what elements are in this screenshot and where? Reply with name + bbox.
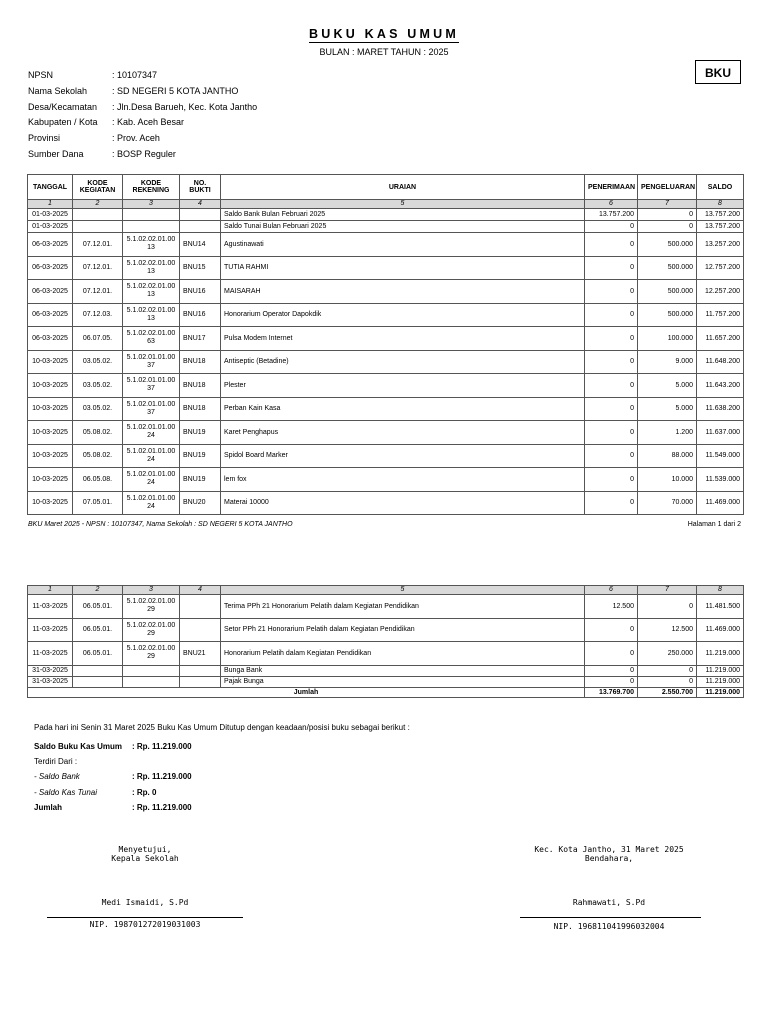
cell-tanggal: 11-03-2025 bbox=[28, 642, 73, 666]
cell-kode-rekening: 5.1.02.02.01.00 29 bbox=[123, 618, 180, 642]
signature-left-name: Medi Ismaidi, S.Pd bbox=[101, 898, 189, 907]
cell-kode-kegiatan: 06.05.01. bbox=[73, 642, 123, 666]
cell-kode-kegiatan bbox=[73, 221, 123, 233]
cell-penerimaan: 0 bbox=[585, 303, 638, 327]
saldo-value: : Rp. 11.219.000 bbox=[132, 742, 192, 751]
col-number: 2 bbox=[73, 586, 123, 595]
cell-kode-kegiatan bbox=[73, 665, 123, 676]
cell-uraian: Spidol Board Marker bbox=[221, 444, 585, 468]
info-value: : Kab. Aceh Besar bbox=[112, 117, 185, 128]
col-number: 3 bbox=[123, 200, 180, 209]
cell-penerimaan: 0 bbox=[585, 421, 638, 445]
col-number: 6 bbox=[585, 200, 638, 209]
table-row bbox=[28, 233, 744, 257]
cell-penerimaan: 0 bbox=[585, 491, 638, 515]
saldo-label: Saldo Buku Kas Umum bbox=[34, 742, 123, 751]
cell-saldo: 12.257.200 bbox=[697, 280, 744, 304]
cell-penerimaan: 0 bbox=[585, 618, 638, 642]
col-number: 4 bbox=[180, 200, 221, 209]
info-value: : 10107347 bbox=[112, 70, 158, 80]
cell-saldo: 11.657.200 bbox=[697, 327, 744, 351]
table-row bbox=[28, 209, 744, 221]
cell-uraian: Perban Kain Kasa bbox=[221, 397, 585, 421]
table-row bbox=[28, 421, 744, 445]
cell-kode-rekening bbox=[123, 209, 180, 221]
total-label: Jumlah bbox=[28, 687, 585, 697]
cell-uraian: lem fox bbox=[221, 468, 585, 492]
cell-tanggal: 10-03-2025 bbox=[28, 468, 73, 492]
cell-penerimaan: 0 bbox=[585, 233, 638, 257]
cell-uraian: Bunga Bank bbox=[221, 665, 585, 676]
cell-pengeluaran: 88.000 bbox=[638, 444, 697, 468]
cell-saldo: 11.469.000 bbox=[697, 491, 744, 515]
cell-saldo: 11.219.000 bbox=[697, 642, 744, 666]
table-body-page-2 bbox=[28, 595, 744, 688]
info-row bbox=[28, 70, 257, 86]
cell-uraian: Materai 10000 bbox=[221, 491, 585, 515]
col-number: 7 bbox=[638, 200, 697, 209]
cell-uraian: Antiseptic (Betadine) bbox=[221, 350, 585, 374]
info-value: : SD NEGERI 5 KOTA JANTHO bbox=[112, 85, 239, 96]
info-key: Desa/Kecamatan bbox=[28, 101, 98, 112]
cell-pengeluaran: 500.000 bbox=[638, 256, 697, 280]
cell-saldo: 12.757.200 bbox=[697, 256, 744, 280]
cell-no-bukti: BNU14 bbox=[180, 233, 221, 257]
cell-kode-rekening: 5.1.02.02.01.00 13 bbox=[123, 256, 180, 280]
cell-pengeluaran: 0 bbox=[638, 676, 697, 687]
total-penerimaan: 13.769.700 bbox=[585, 687, 638, 697]
cell-no-bukti: BNU21 bbox=[180, 642, 221, 666]
saldo-bank-row bbox=[34, 772, 192, 781]
info-key: Provinsi bbox=[28, 133, 61, 144]
cell-saldo: 11.643.200 bbox=[697, 374, 744, 398]
col-header-kode-rekening: KODE REKENING bbox=[123, 175, 180, 200]
cell-pengeluaran: 1.200 bbox=[638, 421, 697, 445]
cell-pengeluaran: 10.000 bbox=[638, 468, 697, 492]
info-row bbox=[28, 133, 257, 149]
cell-saldo: 13.757.200 bbox=[697, 209, 744, 221]
cell-uraian: Pajak Bunga bbox=[221, 676, 585, 687]
bku-badge: BKU bbox=[695, 60, 741, 84]
cell-pengeluaran: 500.000 bbox=[638, 233, 697, 257]
cell-uraian: Honorarium Operator Dapokdik bbox=[221, 303, 585, 327]
col-number: 6 bbox=[585, 586, 638, 595]
saldo-bank-value: : Rp. 11.219.000 bbox=[132, 772, 192, 781]
signature-left-line2: Kepala Sekolah bbox=[111, 854, 179, 863]
cell-tanggal: 01-03-2025 bbox=[28, 221, 73, 233]
table-row bbox=[28, 327, 744, 351]
signature-left-line bbox=[47, 917, 243, 918]
school-info bbox=[28, 70, 257, 165]
cell-pengeluaran: 0 bbox=[638, 595, 697, 619]
cell-uraian: TUTIA RAHMI bbox=[221, 256, 585, 280]
cell-penerimaan: 0 bbox=[585, 676, 638, 687]
cell-tanggal: 06-03-2025 bbox=[28, 256, 73, 280]
signature-right-name: Rahmawati, S.Pd bbox=[572, 898, 646, 907]
info-row bbox=[28, 86, 257, 102]
total-pengeluaran: 2.550.700 bbox=[638, 687, 697, 697]
cell-uraian: Plester bbox=[221, 374, 585, 398]
saldo-tunai-row bbox=[34, 788, 156, 797]
table-row bbox=[28, 595, 744, 619]
cell-kode-kegiatan: 07.12.01. bbox=[73, 280, 123, 304]
cell-penerimaan: 0 bbox=[585, 280, 638, 304]
cell-kode-rekening bbox=[123, 676, 180, 687]
cell-tanggal: 06-03-2025 bbox=[28, 280, 73, 304]
saldo-bank-label: - Saldo Bank bbox=[34, 772, 80, 781]
col-header-uraian: URAIAN bbox=[221, 175, 585, 200]
table-row bbox=[28, 468, 744, 492]
signature-right-line1: Kec. Kota Jantho, 31 Maret 2025 bbox=[534, 845, 684, 854]
table-row bbox=[28, 256, 744, 280]
cell-kode-kegiatan: 03.05.02. bbox=[73, 374, 123, 398]
info-key: Nama Sekolah bbox=[28, 85, 88, 96]
cell-tanggal: 11-03-2025 bbox=[28, 618, 73, 642]
cell-no-bukti bbox=[180, 676, 221, 687]
cell-kode-kegiatan: 06.05.08. bbox=[73, 468, 123, 492]
cell-no-bukti: BNU18 bbox=[180, 397, 221, 421]
table-row bbox=[28, 618, 744, 642]
cell-kode-kegiatan: 07.12.03. bbox=[73, 303, 123, 327]
cell-pengeluaran: 0 bbox=[638, 221, 697, 233]
table-row bbox=[28, 665, 744, 676]
cell-saldo: 11.638.200 bbox=[697, 397, 744, 421]
cell-no-bukti: BNU20 bbox=[180, 491, 221, 515]
cell-no-bukti bbox=[180, 221, 221, 233]
info-row bbox=[28, 117, 257, 133]
col-number: 3 bbox=[123, 586, 180, 595]
column-number-row bbox=[28, 586, 744, 595]
cell-saldo: 11.539.000 bbox=[697, 468, 744, 492]
total-row bbox=[28, 687, 744, 697]
cell-kode-rekening: 5.1.02.01.01.00 24 bbox=[123, 468, 180, 492]
cell-kode-rekening: 5.1.02.01.01.00 37 bbox=[123, 397, 180, 421]
cell-tanggal: 10-03-2025 bbox=[28, 397, 73, 421]
col-header-kode-kegiatan: KODE KEGIATAN bbox=[73, 175, 123, 200]
cell-tanggal: 01-03-2025 bbox=[28, 209, 73, 221]
cell-no-bukti bbox=[180, 618, 221, 642]
jumlah-row bbox=[34, 803, 192, 812]
signature-right-line2: Bendahara, bbox=[584, 854, 634, 863]
cell-no-bukti: BNU19 bbox=[180, 444, 221, 468]
col-number: 5 bbox=[221, 586, 585, 595]
cell-tanggal: 31-03-2025 bbox=[28, 665, 73, 676]
col-number: 4 bbox=[180, 586, 221, 595]
col-header-penerimaan: PENERIMAAN bbox=[585, 175, 638, 200]
col-header-tanggal: TANGGAL bbox=[28, 175, 73, 200]
cell-pengeluaran: 70.000 bbox=[638, 491, 697, 515]
cell-uraian: Pulsa Modem Internet bbox=[221, 327, 585, 351]
cell-pengeluaran: 0 bbox=[638, 209, 697, 221]
table-body-page-1 bbox=[28, 209, 744, 515]
cell-uraian: Agustinawati bbox=[221, 233, 585, 257]
col-number: 1 bbox=[28, 586, 73, 595]
col-number: 7 bbox=[638, 586, 697, 595]
cell-pengeluaran: 9.000 bbox=[638, 350, 697, 374]
signature-right-line bbox=[520, 917, 701, 918]
cell-kode-rekening: 5.1.02.01.01.00 37 bbox=[123, 374, 180, 398]
col-number: 2 bbox=[73, 200, 123, 209]
cell-kode-kegiatan: 06.05.01. bbox=[73, 595, 123, 619]
col-header-no-bukti: NO. BUKTI bbox=[180, 175, 221, 200]
cell-penerimaan: 0 bbox=[585, 397, 638, 421]
cell-tanggal: 10-03-2025 bbox=[28, 421, 73, 445]
cell-no-bukti: BNU17 bbox=[180, 327, 221, 351]
cell-penerimaan: 0 bbox=[585, 221, 638, 233]
cell-kode-kegiatan: 03.05.02. bbox=[73, 397, 123, 421]
table-row bbox=[28, 280, 744, 304]
cell-kode-kegiatan: 03.05.02. bbox=[73, 350, 123, 374]
col-number: 5 bbox=[221, 200, 585, 209]
cell-saldo: 13.757.200 bbox=[697, 221, 744, 233]
cell-penerimaan: 0 bbox=[585, 327, 638, 351]
cell-penerimaan: 0 bbox=[585, 374, 638, 398]
info-key: Sumber Dana bbox=[28, 148, 84, 159]
total-saldo: 11.219.000 bbox=[697, 687, 744, 697]
saldo-summary bbox=[34, 742, 192, 751]
info-value: : Prov. Aceh bbox=[112, 133, 160, 144]
signature-right-nip: NIP. 196811041996032004 bbox=[553, 922, 665, 931]
cell-saldo: 11.481.500 bbox=[697, 595, 744, 619]
cell-pengeluaran: 0 bbox=[638, 665, 697, 676]
jumlah-value: : Rp. 11.219.000 bbox=[132, 803, 192, 812]
cell-kode-rekening: 5.1.02.02.01.00 29 bbox=[123, 642, 180, 666]
cell-kode-kegiatan bbox=[73, 676, 123, 687]
table-row bbox=[28, 374, 744, 398]
info-row bbox=[28, 149, 257, 165]
cell-penerimaan: 13.757.200 bbox=[585, 209, 638, 221]
cell-uraian: Honorarium Pelatih dalam Kegiatan Pendidikan bbox=[221, 642, 585, 666]
cell-tanggal: 10-03-2025 bbox=[28, 444, 73, 468]
cell-penerimaan: 0 bbox=[585, 444, 638, 468]
cell-penerimaan: 0 bbox=[585, 468, 638, 492]
cell-kode-rekening: 5.1.02.01.01.00 37 bbox=[123, 350, 180, 374]
cell-kode-kegiatan: 07.12.01. bbox=[73, 233, 123, 257]
cell-uraian: Setor PPh 21 Honorarium Pelatih dalam Kegiatan Pendidikan bbox=[221, 618, 585, 642]
saldo-tunai-value: : Rp. 0 bbox=[132, 788, 157, 797]
signature-left-nip: NIP. 198701272019031003 bbox=[89, 920, 201, 929]
cell-no-bukti bbox=[180, 665, 221, 676]
terdiri-text: Terdiri Dari : bbox=[34, 757, 78, 766]
cell-saldo: 11.637.000 bbox=[697, 421, 744, 445]
cell-saldo: 11.469.000 bbox=[697, 618, 744, 642]
cell-kode-rekening bbox=[123, 221, 180, 233]
cell-no-bukti: BNU19 bbox=[180, 468, 221, 492]
cell-penerimaan: 0 bbox=[585, 350, 638, 374]
table-row bbox=[28, 444, 744, 468]
bku-table-page-1 bbox=[27, 174, 744, 515]
info-key: Kabupaten / Kota bbox=[28, 117, 98, 128]
cell-pengeluaran: 5.000 bbox=[638, 374, 697, 398]
cell-penerimaan: 0 bbox=[585, 665, 638, 676]
header-row bbox=[28, 175, 744, 200]
cell-tanggal: 06-03-2025 bbox=[28, 233, 73, 257]
cell-penerimaan: 0 bbox=[585, 642, 638, 666]
bku-table-page-2 bbox=[27, 585, 744, 698]
cell-no-bukti bbox=[180, 209, 221, 221]
cell-kode-kegiatan: 05.08.02. bbox=[73, 421, 123, 445]
cell-kode-rekening: 5.1.02.02.01.00 13 bbox=[123, 303, 180, 327]
info-key: NPSN bbox=[28, 70, 54, 80]
cell-no-bukti: BNU15 bbox=[180, 256, 221, 280]
cell-pengeluaran: 250.000 bbox=[638, 642, 697, 666]
cell-kode-rekening bbox=[123, 665, 180, 676]
table-row bbox=[28, 397, 744, 421]
table-row bbox=[28, 221, 744, 233]
cell-kode-kegiatan: 05.08.02. bbox=[73, 444, 123, 468]
cell-kode-rekening: 5.1.02.01.01.00 24 bbox=[123, 421, 180, 445]
cell-saldo: 11.757.200 bbox=[697, 303, 744, 327]
cell-saldo: 11.648.200 bbox=[697, 350, 744, 374]
cell-no-bukti: BNU18 bbox=[180, 350, 221, 374]
cell-no-bukti: BNU18 bbox=[180, 374, 221, 398]
terdiri-label bbox=[34, 757, 77, 766]
signature-right-title bbox=[509, 845, 709, 863]
document-title: BUKU KAS UMUM bbox=[309, 27, 459, 41]
cell-uraian: Terima PPh 21 Honorarium Pelatih dalam Kegiatan Pendidikan bbox=[221, 595, 585, 619]
table-row bbox=[28, 642, 744, 666]
info-value: : BOSP Reguler bbox=[112, 148, 176, 159]
col-header-saldo: SALDO bbox=[697, 175, 744, 200]
cell-kode-rekening: 5.1.02.02.01.00 63 bbox=[123, 327, 180, 351]
cell-tanggal: 10-03-2025 bbox=[28, 350, 73, 374]
cell-kode-rekening: 5.1.02.02.01.00 13 bbox=[123, 280, 180, 304]
cell-pengeluaran: 100.000 bbox=[638, 327, 697, 351]
cell-saldo: 13.257.200 bbox=[697, 233, 744, 257]
cell-kode-kegiatan: 06.07.05. bbox=[73, 327, 123, 351]
cell-tanggal: 10-03-2025 bbox=[28, 491, 73, 515]
table-row bbox=[28, 491, 744, 515]
cell-kode-rekening: 5.1.02.01.01.00 24 bbox=[123, 491, 180, 515]
info-value: : Jln.Desa Barueh, Kec. Kota Jantho bbox=[112, 101, 258, 112]
info-row bbox=[28, 102, 257, 118]
table-row bbox=[28, 676, 744, 687]
jumlah-label: Jumlah bbox=[34, 803, 63, 812]
cell-uraian: Saldo Bank Bulan Februari 2025 bbox=[221, 209, 585, 221]
cell-pengeluaran: 500.000 bbox=[638, 280, 697, 304]
cell-tanggal: 06-03-2025 bbox=[28, 303, 73, 327]
cell-tanggal: 11-03-2025 bbox=[28, 595, 73, 619]
cell-kode-kegiatan: 07.12.01. bbox=[73, 256, 123, 280]
cell-penerimaan: 12.500 bbox=[585, 595, 638, 619]
page-footer-left: BKU Maret 2025 - NPSN : 10107347, Nama Sekolah : SD NEGERI 5 KOTA JANTHO bbox=[28, 521, 293, 528]
cell-no-bukti: BNU16 bbox=[180, 280, 221, 304]
cell-kode-kegiatan bbox=[73, 209, 123, 221]
cell-pengeluaran: 5.000 bbox=[638, 397, 697, 421]
cell-saldo: 11.219.000 bbox=[697, 665, 744, 676]
column-number-row bbox=[28, 200, 744, 209]
cell-kode-rekening: 5.1.02.02.01.00 29 bbox=[123, 595, 180, 619]
cell-pengeluaran: 12.500 bbox=[638, 618, 697, 642]
col-number: 8 bbox=[697, 586, 744, 595]
cell-no-bukti: BNU16 bbox=[180, 303, 221, 327]
cell-pengeluaran: 500.000 bbox=[638, 303, 697, 327]
closing-statement: Pada hari ini Senin 31 Maret 2025 Buku Kas Umum Ditutup dengan keadaan/posisi buku sebagai berikut : bbox=[34, 723, 410, 732]
cell-tanggal: 10-03-2025 bbox=[28, 374, 73, 398]
cell-tanggal: 31-03-2025 bbox=[28, 676, 73, 687]
page-footer-right: Halaman 1 dari 2 bbox=[687, 521, 741, 528]
cell-uraian: Saldo Tunai Bulan Februari 2025 bbox=[221, 221, 585, 233]
document-subtitle: BULAN : MARET TAHUN : 2025 bbox=[319, 47, 449, 57]
cell-no-bukti bbox=[180, 595, 221, 619]
saldo-tunai-label: - Saldo Kas Tunai bbox=[34, 788, 97, 797]
cell-no-bukti: BNU19 bbox=[180, 421, 221, 445]
cell-uraian: MAISARAH bbox=[221, 280, 585, 304]
cell-kode-rekening: 5.1.02.02.01.00 13 bbox=[123, 233, 180, 257]
cell-kode-rekening: 5.1.02.01.01.00 24 bbox=[123, 444, 180, 468]
table-row bbox=[28, 350, 744, 374]
col-number: 8 bbox=[697, 200, 744, 209]
cell-kode-kegiatan: 07.05.01. bbox=[73, 491, 123, 515]
cell-uraian: Karet Penghapus bbox=[221, 421, 585, 445]
col-header-pengeluaran: PENGELUARAN bbox=[638, 175, 697, 200]
cell-saldo: 11.549.000 bbox=[697, 444, 744, 468]
cell-tanggal: 06-03-2025 bbox=[28, 327, 73, 351]
cell-kode-kegiatan: 06.05.01. bbox=[73, 618, 123, 642]
col-number: 1 bbox=[28, 200, 73, 209]
cell-penerimaan: 0 bbox=[585, 256, 638, 280]
signature-left-title bbox=[47, 845, 243, 863]
signature-left-line1: Menyetujui, bbox=[118, 845, 172, 854]
cell-saldo: 11.219.000 bbox=[697, 676, 744, 687]
table-row bbox=[28, 303, 744, 327]
